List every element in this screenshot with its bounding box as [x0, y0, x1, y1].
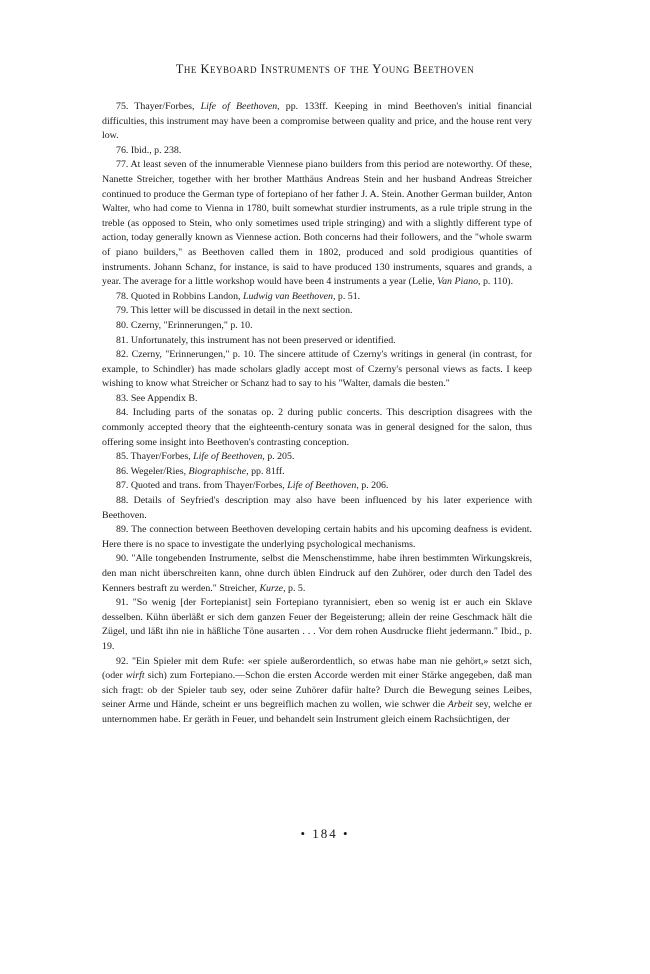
endnote-title-italic: Van Piano: [437, 276, 479, 288]
endnote-text: , p. 110).: [478, 276, 514, 288]
endnote: [102, 523, 532, 552]
endnote-text: "Ein Spieler mit dem Rufe: «er spiele außerordentlich, so etwas habe man nie gehört,» setzt sich, (oder: [102, 655, 532, 682]
endnote-text: Wegeler/Ries,: [130, 465, 189, 477]
endnote-number: 76.: [116, 144, 129, 156]
endnote-number: 84.: [116, 407, 129, 419]
endnote: [102, 304, 532, 319]
endnote: [102, 596, 532, 654]
endnote-text: , p. 205.: [262, 451, 295, 463]
endnote: [102, 494, 532, 523]
endnote-number: 83.: [116, 392, 129, 404]
endnote: [102, 144, 532, 159]
endnote: [102, 158, 532, 289]
endnote-number: 88.: [116, 495, 129, 507]
endnote-number: 81.: [116, 334, 129, 346]
endnote-title-italic: Life of Beethoven: [287, 480, 357, 492]
endnote-title-italic: Life of Beethoven: [200, 101, 278, 112]
endnote: [102, 100, 532, 144]
endnote: [102, 334, 532, 349]
endnote-title-italic: Biographische: [188, 465, 247, 477]
endnote-text: sey, welche er unternommen habe. Er geräth in Feuer, und behandelt sein Instrument gleich einem Rachsüchtigen, der: [102, 699, 532, 725]
endnote-text: Thayer/Forbes,: [134, 101, 201, 112]
endnote-text: Quoted in Robbins Landon,: [130, 290, 243, 302]
endnote-title-italic: wirft: [125, 670, 145, 682]
endnote: [102, 406, 532, 450]
endnote-text: , p. 5.: [283, 582, 306, 594]
endnote-text: See Appendix B.: [130, 392, 198, 404]
endnote-number: 87.: [116, 480, 129, 492]
endnote-number: 85.: [116, 451, 129, 463]
endnote-title-italic: Arbeit: [447, 699, 473, 711]
endnote-title-italic: Ludwig van Beethoven: [243, 290, 333, 302]
endnote: [102, 290, 532, 305]
endnote: [102, 655, 532, 728]
endnote-title-italic: Kurze: [259, 582, 284, 594]
page-number: • 184 •: [300, 826, 350, 841]
endnote-text: , pp. 81ff.: [246, 465, 285, 477]
endnote: [102, 479, 532, 494]
endnote-title-italic: Life of Beethoven: [193, 451, 263, 463]
endnote-text: Unfortunately, this instrument has not been preserved or identified.: [130, 334, 396, 346]
endnote-number: 75.: [116, 101, 129, 112]
endnote-text: Czerny, "Erinnerungen," p. 10.: [130, 319, 253, 331]
endnotes-list: [102, 100, 532, 728]
endnote: [102, 319, 532, 334]
endnote: [102, 392, 532, 407]
endnote-text: Ibid., p. 238.: [130, 144, 182, 156]
endnote-number: 77.: [116, 159, 129, 171]
endnote-text: This letter will be discussed in detail in the next section.: [130, 305, 353, 317]
endnote-text: sich) zum Fortepiano.—Schon die ersten Accorde werden mit einer Stärke angegeben, daß man sich fragt: ob der Spieler taub sey, oder seine Zuhörer dafür halte? Durch die Bewegung seines Leibes, seiner Arme und Hände, scheint er uns begreiflich machen zu wollen, wie schwer die: [102, 670, 532, 711]
endnote: [102, 465, 532, 480]
endnote-number: 80.: [116, 319, 129, 331]
endnote-text: At least seven of the innumerable Viennese piano builders from this period are noteworthy. Of these, Nanette Streicher, together with her brother Matthäus Andreas Stein and her husband Andreas Streicher continued to produce the German type of fortepiano of her father J. A. Stein. Another German builder, Anton Walter, who had come to Vienna in 1780, built somewhat sturdier instruments, as a rule triple strung in the treble (as opposed to Stein, who only sometimes used triple stringing) and with a slightly different type of action, today generally known as Viennese action. Both concerns had their followers, and the "whole swarm of piano builders," as Beethoven called them in 1802, produced and sold prodigious quantities of instruments. Johann Schanz, for instance, is said to have produced 130 instruments, squares and grands, a year. The average for a little workshop would have been 4 instruments a year (Lelie,: [102, 159, 532, 288]
running-head: The Keyboard Instruments of the Young Beethoven: [175, 62, 475, 76]
endnote-text: Details of Seyfried's description may also have been influenced by his later experience with Beethoven.: [102, 495, 533, 521]
endnote-text: Czerny, "Erinnerungen," p. 10. The sincere attitude of Czerny's writings in general (in contrast, for example, to Schindler) has made scholars gladly accept most of Czerny's personal views as facts. I keep wishing to know what Streicher or Schanz had to say to his "Walter, damals die besten.": [102, 349, 532, 390]
endnote-number: 91.: [116, 597, 129, 609]
endnote-number: 79.: [116, 305, 129, 317]
endnote-text: The connection between Beethoven developing certain habits and his upcoming deafness is evident. Here there is no space to investigate the underlying psychological mechanisms.: [102, 524, 533, 550]
endnote-text: Quoted and trans. from Thayer/Forbes,: [130, 480, 288, 492]
endnote: [102, 552, 532, 596]
endnote-number: 92.: [116, 655, 129, 667]
endnote-text: Thayer/Forbes,: [130, 451, 194, 463]
endnote-number: 82.: [116, 349, 129, 361]
endnote-number: 90.: [116, 553, 129, 565]
endnote-text: , pp. 133ff. Keeping in mind Beethoven's initial financial difficulties, this instrument may have been a compromise between quality and price, and the house rent very low.: [102, 101, 533, 142]
endnote: [102, 348, 532, 392]
endnote-text: "Alle tongebenden Instrumente, selbst die Menschenstimme, habe ihren bestimmten Wirkungskreis, den man nicht überschreiten kann, ohne durch üblen Eindruck auf den Zuhörer, oder durch den Tadel des Kenners bestraft zu werden." Streicher,: [102, 553, 533, 594]
endnote-number: 89.: [116, 524, 129, 536]
endnote: [102, 450, 532, 465]
endnote-text: , p. 51.: [332, 290, 361, 302]
endnote-text: "So wenig [der Fortepianist] sein Fortepiano tyrannisiert, eben so wenig ist er auch ein Sklave desselben. Kühn überläßt er sich dem ganzen Feuer der Begeisterung; allein der reine Geschmack hält die Zügel, und läßt ihn nie in häßliche Töne ausarten . . . Vor dem rohen Ausdrucke flieht jedermann." Ibid., p. 19.: [102, 597, 533, 652]
endnote-text: , p. 206.: [356, 480, 389, 492]
endnote-text: Including parts of the sonatas op. 2 during public concerts. This description disagrees with the commonly accepted theory that the eighteenth-century sonata was in general designed for the salon, thus offering some insight into Beethoven's contrasting conception.: [102, 407, 532, 448]
endnote-number: 86.: [116, 465, 129, 477]
endnote-number: 78.: [116, 290, 129, 302]
